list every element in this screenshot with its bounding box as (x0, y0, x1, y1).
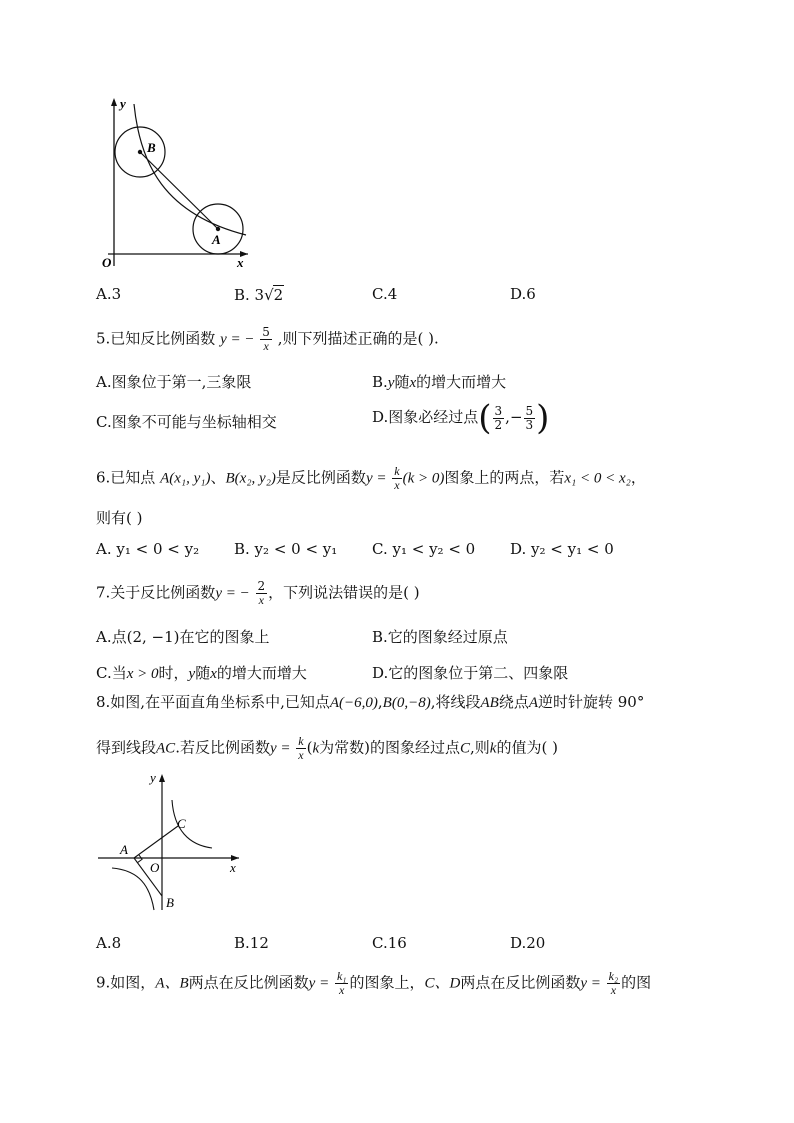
q9-cd: C、D (424, 975, 461, 992)
var-k: k (489, 740, 497, 757)
q8-sep: , (377, 693, 383, 711)
q7-c-post: 的增大而增大 (216, 664, 307, 682)
q8-option-d[interactable]: D.20 (510, 934, 546, 952)
q4-option-b-text: B. 3 (234, 286, 265, 304)
var-y: y (387, 375, 395, 391)
q7-fraction (256, 580, 268, 607)
q6-option-c[interactable]: C. y₁ < y₂ < 0 (372, 540, 476, 558)
q6-option-d[interactable]: D. y₂ < y₁ < 0 (510, 540, 614, 558)
q8-cond-pre: ( (306, 738, 313, 757)
q6-line2: 则有( ) (96, 509, 143, 527)
q5-option-d[interactable] (372, 398, 550, 438)
frac-den: x (258, 593, 264, 607)
q8-stem-line2 (96, 735, 558, 762)
frac-num: 5 (525, 403, 534, 418)
q5-option-d-text: D.图象必经过点 (372, 408, 479, 426)
q8-stem1-pre: 8.如图,在平面直角坐标系中,已知点 (96, 693, 330, 711)
q9-func2-lhs: y = (580, 975, 601, 992)
q9-stem-pre: 9.如图， (96, 973, 156, 992)
frac-num: k₁ (336, 969, 347, 983)
q7-a-pre: A.点 (96, 628, 127, 646)
q5-d-sep: ,− (505, 408, 523, 426)
q5-option-b-mid: 随 (394, 373, 410, 391)
q5-d-frac1 (493, 405, 505, 432)
q6-stem-mid: 是反比例函数 (275, 468, 366, 487)
q9-mid2: 的图象上， (349, 973, 425, 992)
frac-den: 3 (525, 417, 534, 432)
frac-num: 3 (494, 403, 503, 418)
q4-option-a[interactable]: A.3 (96, 285, 122, 303)
q8-func-lhs: y = (269, 740, 291, 757)
label-o: O (150, 860, 160, 875)
q6-option-a[interactable]: A. y₁ < 0 < y₂ (96, 540, 200, 558)
q8-option-c[interactable]: C.16 (372, 934, 407, 952)
var-x: x (409, 375, 417, 391)
q8-point-a: A(−6,0) (329, 695, 378, 711)
q8-a: A (528, 695, 538, 711)
q9-mid3: 两点在反比例函数 (460, 973, 581, 992)
q7-stem (96, 580, 420, 607)
y-axis-arrow (111, 98, 117, 106)
q7-c-pre: C.当 (96, 664, 127, 682)
q5-func-lhs: y = − (220, 331, 255, 348)
label-c: C (177, 816, 186, 831)
y-axis-arrow (159, 774, 165, 782)
q8-fraction (296, 735, 305, 762)
q8-stem1-post: 逆时针旋转 90° (538, 693, 645, 711)
var-y: y (188, 666, 196, 682)
label-b: B (147, 140, 156, 155)
sqrt-symbol: √ (264, 286, 274, 304)
q8-stem2-mid3: ,则 (470, 738, 490, 757)
q7-stem-suffix: ，下列说法错误的是( ) (268, 583, 420, 602)
q7-option-d[interactable]: D.它的图象位于第二、四象限 (372, 664, 569, 682)
q6-point-a: A(x₁, y₁) (160, 470, 211, 487)
q4-option-c[interactable]: C.4 (372, 285, 398, 303)
frac-num: k (298, 734, 304, 748)
q6-option-b[interactable]: B. y₂ < 0 < y₁ (234, 540, 338, 558)
q8-stem-line1 (96, 692, 644, 713)
q8-point-b: B(0,−8) (382, 695, 431, 711)
hyperbola-branch-2 (112, 868, 154, 910)
label-y: y (120, 96, 126, 111)
hyperbola-curve (134, 104, 246, 235)
q8-stem2-mid: .若反比例函数 (175, 738, 270, 757)
q5-option-b-post: 的增大而增大 (416, 373, 507, 391)
q4-option-b-radicand: 2 (273, 286, 284, 304)
frac-den: x (298, 748, 304, 762)
q6-point-b: B(x₂, y₂) (225, 470, 276, 487)
q6-fraction (392, 465, 401, 492)
label-x: x (237, 255, 244, 270)
q4-option-d[interactable]: D.6 (510, 285, 536, 303)
var-k: k (312, 740, 320, 757)
q7-a-post: 在它的图象上 (179, 628, 270, 646)
q6-inequality: x₁ < 0 < x₂ (564, 470, 631, 487)
segment-ab (140, 152, 218, 229)
q5-option-b-label: B. (372, 373, 388, 391)
q9-mid1: 两点在反比例函数 (188, 973, 309, 992)
q6-stem-prefix: 6.已知点 (96, 468, 156, 487)
left-paren: ( (478, 398, 492, 438)
q7-option-b[interactable]: B.它的图象经过原点 (372, 628, 508, 646)
point-b (138, 150, 142, 154)
q9-stem (96, 970, 651, 997)
label-a: A (212, 232, 221, 247)
q8-ab: AB (480, 695, 499, 711)
q5-option-c[interactable]: C.图象不可能与坐标轴相交 (96, 413, 277, 431)
frac-num: 2 (257, 579, 266, 593)
q5-frac-num: 5 (262, 325, 270, 339)
q7-c-mid2: 随 (195, 664, 211, 682)
q8-stem2-pre: 得到线段 (96, 738, 157, 757)
q9-post: 的图 (621, 973, 652, 992)
point-a (216, 227, 220, 231)
figure-rotation-diagram (94, 770, 254, 915)
frac-den: 2 (494, 417, 503, 432)
frac-den: x (610, 983, 617, 997)
q9-fraction-2 (607, 970, 621, 997)
q8-stem1-mid2: 绕点 (498, 693, 529, 711)
q7-c-mid: 时， (158, 664, 189, 682)
frac-den: x (339, 983, 345, 997)
q6-stem-suffix: 图象上的两点，若 (444, 468, 565, 487)
right-paren: ) (536, 398, 550, 438)
label-o: O (102, 255, 112, 270)
q7-func-lhs: y = − (215, 585, 250, 602)
q8-stem2-post: 的值为( ) (496, 738, 558, 757)
q8-option-b[interactable]: B.12 (234, 934, 269, 952)
q8-c: C (460, 740, 471, 757)
q8-cond-post: 为常数)的图象经过点 (319, 738, 460, 757)
q6-func-lhs: y = (365, 470, 387, 487)
q6-comma: ， (630, 468, 646, 487)
q7-option-c[interactable] (96, 662, 307, 683)
q8-stem1-mid: ,将线段 (430, 693, 481, 711)
q6-condition: (k > 0) (402, 470, 445, 487)
label-a: A (120, 842, 128, 857)
q8-option-a[interactable]: A.8 (96, 934, 122, 952)
right-angle-mark (137, 855, 142, 863)
q5-stem-suffix: ,则下列描述正确的是( ). (277, 329, 439, 348)
frac-den: x (394, 478, 400, 492)
var-x: x (210, 666, 217, 682)
q6-sep: 、 (210, 468, 226, 487)
q5-option-a[interactable]: A.图象位于第一,三象限 (96, 373, 252, 391)
q6-stem (96, 465, 646, 492)
q5-option-b[interactable] (372, 371, 506, 392)
q7-stem-prefix: 7.关于反比例函数 (96, 583, 216, 602)
frac-num: k (394, 464, 400, 478)
segment-ac (134, 826, 178, 858)
q5-stem (96, 326, 439, 353)
q9-ab: A、B (155, 975, 189, 992)
figure-circles-on-curve (94, 94, 254, 274)
q8-ac: AC (156, 740, 176, 757)
label-y: y (150, 770, 156, 785)
q7-c-cond: x > 0 (126, 666, 159, 682)
q9-func1-lhs: y = (308, 975, 330, 992)
q5-stem-prefix: 5.已知反比例函数 (96, 329, 216, 348)
q5-fraction (260, 326, 272, 353)
label-b: B (166, 895, 174, 910)
q5-frac-den: x (263, 339, 269, 353)
q7-a-point: (2, −1) (126, 628, 180, 646)
frac-num: k₂ (608, 969, 619, 983)
q9-fraction-1 (335, 970, 349, 997)
q7-option-a[interactable] (96, 626, 270, 647)
q5-d-frac2 (524, 405, 536, 432)
q4-option-b[interactable] (234, 285, 284, 304)
label-x: x (230, 860, 236, 875)
